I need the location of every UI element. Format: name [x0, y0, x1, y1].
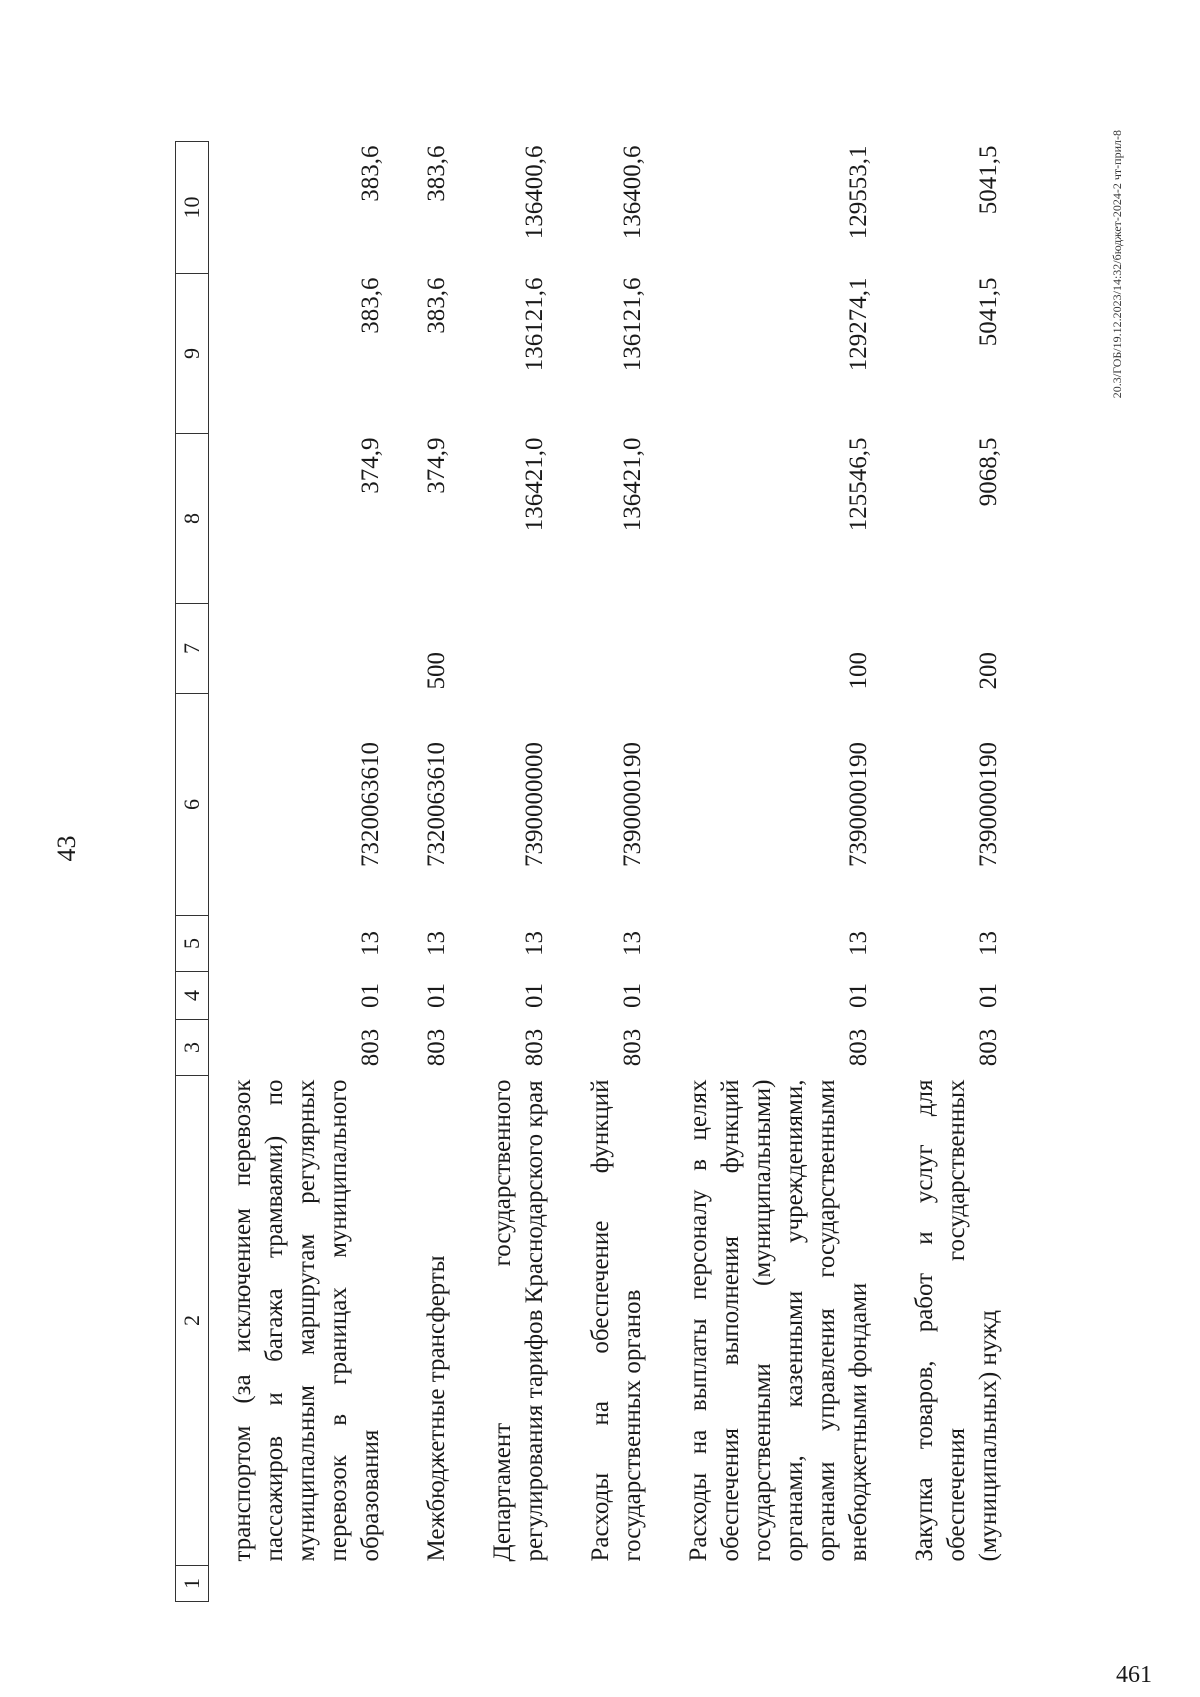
description-cell: транспортом (за исключением перевозок пассажиров и багажа трамваями) по муниципальным маршрутам регулярных перевозок в границах муниципального образования	[229, 1079, 384, 1562]
sheet-number: 461	[1116, 1662, 1152, 1688]
ved-cell: 803	[975, 1028, 1002, 1067]
header-cell: 8	[176, 434, 209, 604]
amount-2024-cell: 125546,5	[845, 437, 872, 532]
header-cell: 3	[176, 1020, 209, 1076]
amount-2026-cell: 5041,5	[975, 145, 1002, 215]
description-cell: Расходы на обеспечение функций государственных органов	[587, 1079, 646, 1562]
header-cell: 10	[176, 142, 209, 274]
rz-cell: 01	[423, 983, 450, 1008]
rz-cell: 01	[619, 983, 646, 1008]
header-cell: 9	[176, 274, 209, 434]
row-number-cell	[567, 1566, 665, 1602]
ved-cell: 803	[357, 1028, 384, 1067]
amount-2025-cell: 136121,6	[521, 277, 548, 372]
amount-2025-cell: 383,6	[423, 277, 450, 334]
header-cell: 6	[176, 694, 209, 916]
amount-2025-cell: 5041,5	[975, 277, 1002, 347]
ved-cell: 803	[619, 1028, 646, 1067]
vr-cell	[209, 604, 404, 694]
description-cell: Закупка товаров, работ и услуг для обеспечения государственных (муниципальных) нужд	[911, 1079, 1002, 1562]
csr-cell: 7390000190	[975, 742, 1002, 867]
rz-cell: 01	[975, 983, 1002, 1008]
pr-cell: 13	[423, 931, 450, 956]
amount-2026-cell: 136400,6	[521, 145, 548, 240]
table-row	[567, 142, 665, 1602]
pr-cell: 13	[357, 931, 384, 956]
amount-2026-cell: 383,6	[357, 145, 384, 202]
amount-2024-cell: 374,9	[423, 437, 450, 494]
amount-2024-cell: 9068,5	[975, 437, 1002, 507]
table-row	[891, 142, 1021, 1602]
row-number-cell	[665, 1566, 891, 1602]
pr-cell: 13	[975, 931, 1002, 956]
amount-2025-cell: 136121,6	[619, 277, 646, 372]
budget-table	[175, 141, 1021, 1602]
header-cell: 2	[176, 1076, 209, 1566]
document-stamp: 20.3/ГОБ/19.12.2023/14:32/бюджет-2024-2 чт-прил-8	[1110, 130, 1124, 399]
amount-2025-cell: 129274,1	[845, 277, 872, 372]
header-cell: 1	[176, 1566, 209, 1602]
ved-cell: 803	[521, 1028, 548, 1067]
row-number-cell	[209, 1566, 404, 1602]
table-row	[403, 142, 469, 1602]
rz-cell: 01	[845, 983, 872, 1008]
vr-cell: 100	[845, 652, 872, 690]
amount-2026-cell: 129553,1	[845, 145, 872, 240]
header-cell: 5	[176, 916, 209, 972]
csr-cell: 7320063610	[357, 742, 384, 867]
ved-cell: 803	[845, 1028, 872, 1067]
vr-cell: 500	[423, 652, 450, 690]
description-cell: Межбюджетные трансферты	[423, 1255, 450, 1562]
pr-cell: 13	[521, 931, 548, 956]
amount-2024-cell: 136421,0	[619, 437, 646, 532]
amount-2026-cell: 383,6	[423, 145, 450, 202]
rz-cell: 01	[521, 983, 548, 1008]
page-number: 43	[52, 835, 81, 862]
row-number-cell	[403, 1566, 469, 1602]
description-cell: Департамент государственного регулирования тарифов Краснодарского края	[489, 1079, 548, 1562]
pr-cell: 13	[845, 931, 872, 956]
row-number-cell	[469, 1566, 567, 1602]
amount-2024-cell: 136421,0	[521, 437, 548, 532]
amount-2025-cell: 383,6	[357, 277, 384, 334]
pr-cell: 13	[619, 931, 646, 956]
vr-cell	[567, 604, 665, 694]
table-row	[665, 142, 891, 1602]
csr-cell: 7390000190	[619, 742, 646, 867]
row-number-cell	[891, 1566, 1021, 1602]
header-row	[176, 142, 209, 1602]
csr-cell: 7320063610	[423, 742, 450, 867]
header-cell: 4	[176, 972, 209, 1020]
header-cell: 7	[176, 604, 209, 694]
description-cell: Расходы на выплаты персоналу в целях обеспечения выполнения функций государственными (муниципальными) органами, казенными учреждениями, органами управления государственными внебюджетными фондами	[685, 1079, 872, 1562]
ved-cell: 803	[423, 1028, 450, 1067]
table-row	[209, 142, 404, 1602]
amount-2026-cell: 136400,6	[619, 145, 646, 240]
table-row	[469, 142, 567, 1602]
rz-cell: 01	[357, 983, 384, 1008]
amount-2024-cell: 374,9	[357, 437, 384, 494]
csr-cell: 7390000000	[521, 742, 548, 867]
vr-cell	[469, 604, 567, 694]
csr-cell: 7390000190	[845, 742, 872, 867]
vr-cell: 200	[975, 652, 1002, 690]
